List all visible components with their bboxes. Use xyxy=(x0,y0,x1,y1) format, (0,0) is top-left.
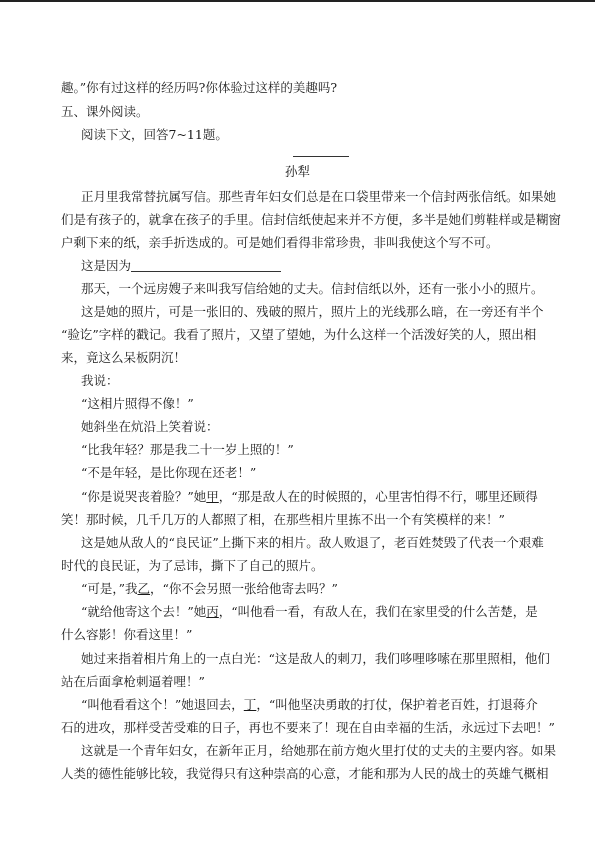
dialogue-line: “就给他寄这个去！”她丙，“叫他看一看，有敌人在，我们在家里受的什么苦楚，是 xyxy=(81,604,538,619)
dialogue-line: 笑！那时候，几千几万的人都照了相，在那些相片里拣不出一个有笑模样的来！” xyxy=(61,512,505,527)
blank-marker-ding: 丁 xyxy=(243,697,257,712)
blank-marker-yi: 乙 xyxy=(137,581,151,596)
page-top-rule xyxy=(0,0,595,2)
text-line: 人类的德性能够比较，我觉得只有这种崇高的心意，才能和那为人民的战士的英雄气概相 xyxy=(61,766,549,781)
dialogue-line: “比我年轻？那是我二十一岁上照的！” xyxy=(81,442,294,457)
blank-marker-jia: 甲 xyxy=(206,489,219,504)
text-line: 站在后面拿枪刺逼着哩！” xyxy=(61,674,205,689)
fill-blank-line xyxy=(81,258,281,274)
section-heading: 五、课外阅读。 xyxy=(61,104,149,119)
author-name: 孙犁 xyxy=(284,164,310,179)
text-line: 她斜坐在炕沿上笑着说： xyxy=(81,419,219,434)
text-line: 时代的良民证，为了忌讳，撕下了自己的照片。 xyxy=(61,558,324,573)
text-line: 们是有孩子的，就拿在孩子的手里。信封信纸使起来并不方便，多半是她们剪鞋样或是糊窗 xyxy=(61,212,562,227)
text-line: 那天，一个远房嫂子来叫我写信给她的丈夫。信封信纸以外，还有一张小小的照片。 xyxy=(81,281,544,296)
text-line: 这是她从敌人的“良民证”上撕下来的相片。敌人败退了，老百姓焚毁了代表一个艰难 xyxy=(81,535,544,550)
blank-marker-bing: 丙 xyxy=(206,604,219,619)
text-line: 趣。”你有过这样的经历吗?你体验过这样的美趣吗? xyxy=(61,80,338,95)
text-line: 这是她的照片，可是一张旧的、残破的照片，照片上的光线那么暗，在一旁还有半个 xyxy=(81,304,544,319)
text-line: 她过来指着相片角上的一点白光：“这是敌人的刺刀，我们哆哩哆嗦在那里照相，他们 xyxy=(81,651,550,666)
dialogue-line: “可是，”我乙，“你不会另照一张给他寄去吗？” xyxy=(81,581,338,596)
dialogue-line: 石的进攻，那样受苦受难的日子，再也不要来了！现在自由幸福的生活，永远过下去吧！” xyxy=(61,720,555,735)
text-line: “验讫”字样的戳记。我看了照片，又望了望她，为什么这样一个活泼好笑的人，照出相 xyxy=(61,327,537,342)
question-instruction: 阅读下文，回答7~11题。 xyxy=(81,127,228,142)
dialogue-line: “叫他看看这个！”她退回去，丁，“叫他坚决勇敢的打仗，保护着老百姓，打退蒋介 xyxy=(81,697,538,712)
text-line: 来，竟这么呆板阴沉！ xyxy=(61,350,187,365)
text-line: 正月里我常替抗属写信。那些青年妇女们总是在口袋里带来一个信封两张信纸。如果她 xyxy=(81,189,557,204)
title-blank xyxy=(293,156,349,157)
dialogue-line: “你是说哭丧着脸？”她甲，“那是敌人在的时候照的，心里害怕得不行，哪里还顾得 xyxy=(81,489,538,504)
dialogue-line: “这相片照得不像！” xyxy=(81,396,194,411)
text-line: 这就是一个青年妇女，在新年正月，给她那在前方炮火里打仗的丈夫的主要内容。如果 xyxy=(81,743,557,758)
dialogue-line: “不是年轻，是比你现在还老！” xyxy=(81,465,257,480)
text-line: 我说： xyxy=(81,373,119,388)
dialogue-line: 什么容影！你看这里！” xyxy=(61,627,193,642)
text-line: 户剩下来的纸，亲手折迭成的。可是她们看得非常珍贵，非叫我使这个写不可。 xyxy=(61,235,499,250)
answer-blank[interactable] xyxy=(131,258,281,272)
fill-blank-prompt: 这是因为 xyxy=(81,258,132,273)
